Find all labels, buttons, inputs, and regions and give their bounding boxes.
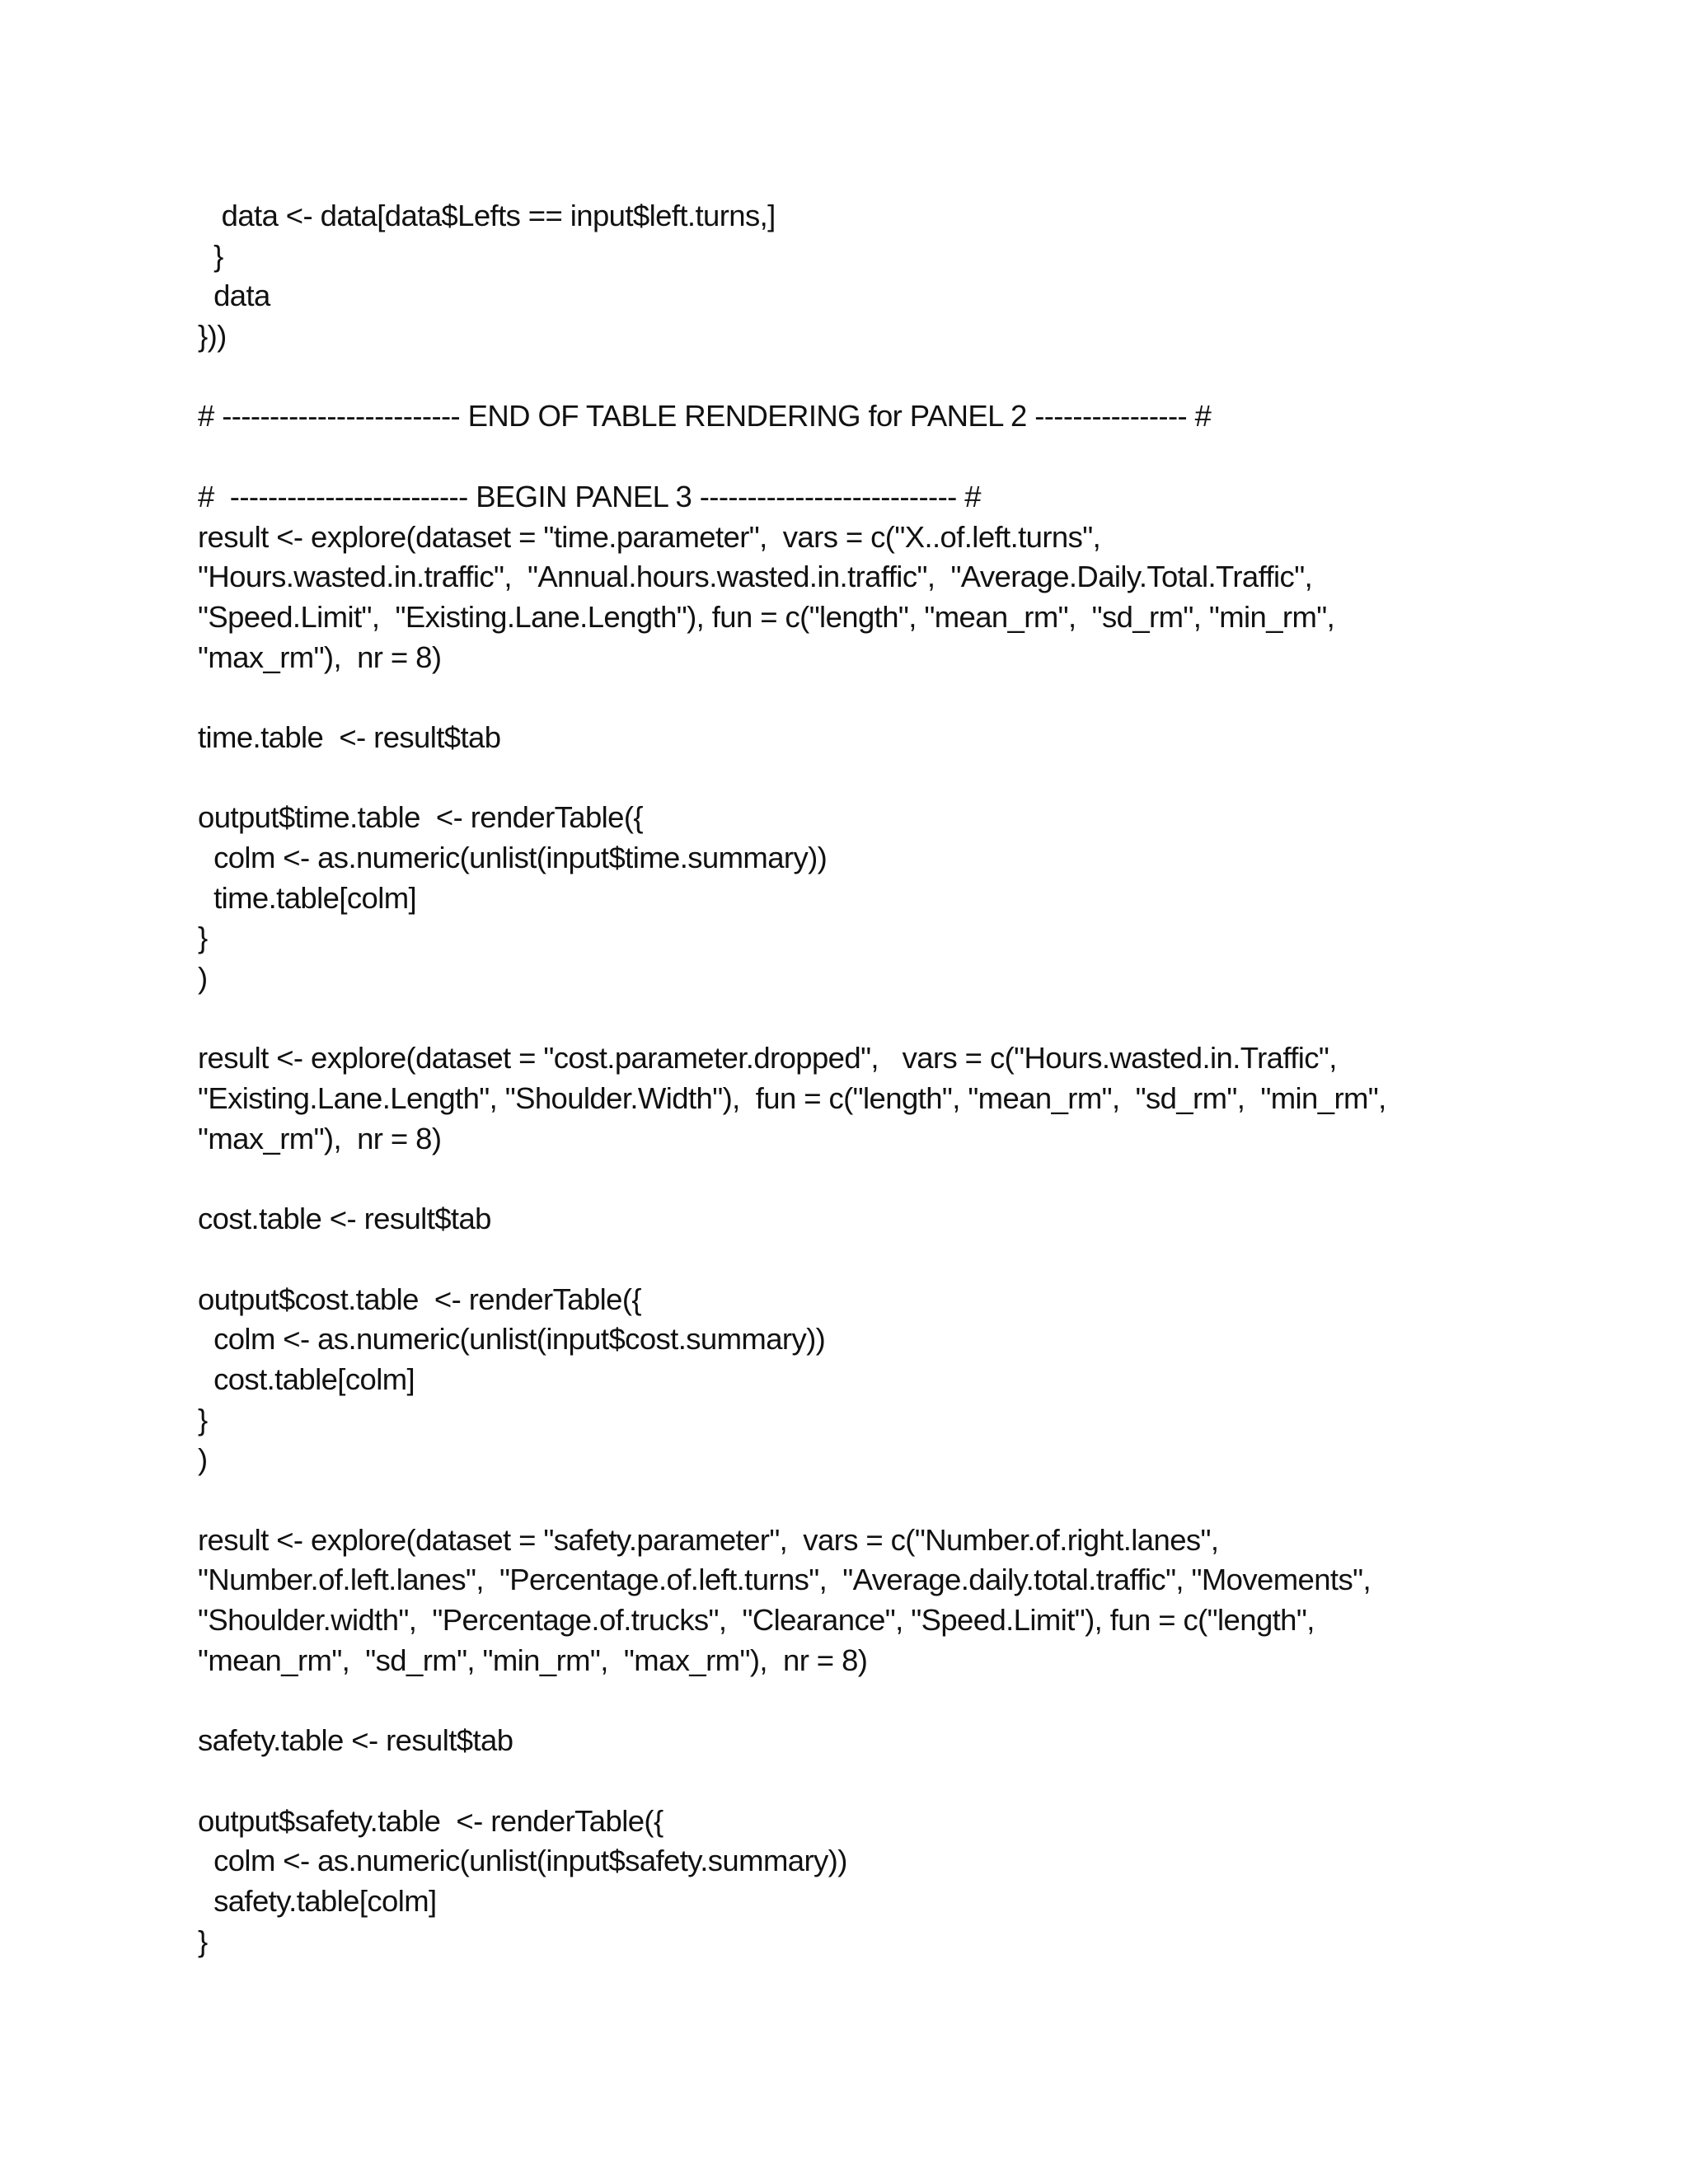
blank-line xyxy=(198,1480,1599,1521)
code-line: cost.table[colm] xyxy=(198,1361,415,1396)
code-line: time.table <- result$tab xyxy=(198,719,501,754)
code-line: colm <- as.numeric(unlist(input$safety.summary)) xyxy=(198,1844,847,1878)
blank-line xyxy=(198,1761,1599,1802)
code-line: output$time.table <- renderTable({ xyxy=(198,800,644,835)
blank-line xyxy=(198,677,1599,718)
code-line: cost.table <- result$tab xyxy=(198,1202,491,1236)
code-line: colm <- as.numeric(unlist(input$time.summary)) xyxy=(198,841,828,874)
code-line: } xyxy=(198,238,223,273)
code-line: data <- data[data$Lefts == input$left.turns,] xyxy=(198,199,776,232)
code-line: safety.table <- result$tab xyxy=(198,1723,513,1758)
code-line: "Shoulder.width", "Percentage.of.trucks", "Clearance", "Speed.Limit"), fun = c("length", xyxy=(198,1603,1315,1638)
blank-line xyxy=(198,1240,1599,1280)
blank-line xyxy=(198,357,1599,397)
blank-line xyxy=(198,437,1599,477)
code-listing xyxy=(198,196,1599,1961)
code-comment: # ------------------------- END OF TABLE RENDERING for PANEL 2 ---------------- # xyxy=(198,399,1212,434)
code-line: "max_rm"), nr = 8) xyxy=(198,1121,442,1155)
code-line: result <- explore(dataset = "time.parameter", vars = c("X..of.left.turns", xyxy=(198,519,1101,554)
code-line: ) xyxy=(198,961,208,996)
code-line: safety.table[colm] xyxy=(198,1883,437,1918)
code-line: "max_rm"), nr = 8) xyxy=(198,640,442,674)
code-line: })) xyxy=(198,319,227,354)
code-line: } xyxy=(198,1402,208,1436)
code-line: } xyxy=(198,921,208,955)
code-line: colm <- as.numeric(unlist(input$cost.summary)) xyxy=(198,1322,826,1357)
code-line: result <- explore(dataset = "safety.parameter", vars = c("Number.of.right.lanes", xyxy=(198,1522,1219,1557)
code-comment: # ------------------------- BEGIN PANEL 3 --------------------------- # xyxy=(198,479,981,513)
code-line: data xyxy=(198,279,270,313)
code-line: "Speed.Limit", "Existing.Lane.Length"), fun = c("length", "mean_rm", "sd_rm", "min_rm", xyxy=(198,599,1335,634)
code-line: output$safety.table <- renderTable({ xyxy=(198,1803,663,1838)
code-line: ) xyxy=(198,1442,208,1477)
code-line: time.table[colm] xyxy=(198,880,417,915)
code-line: output$cost.table <- renderTable({ xyxy=(198,1282,642,1316)
blank-line xyxy=(198,1680,1599,1721)
blank-line xyxy=(198,758,1599,799)
blank-line xyxy=(198,1160,1599,1200)
code-line: } xyxy=(198,1924,208,1958)
code-line: "Hours.wasted.in.traffic", "Annual.hours.wasted.in.traffic", "Average.Daily.Total.Traffic", xyxy=(198,560,1313,594)
code-line: "Number.of.left.lanes", "Percentage.of.left.turns", "Average.daily.total.traffic", "Movements", xyxy=(198,1563,1372,1597)
blank-line xyxy=(198,999,1599,1039)
code-line: result <- explore(dataset = "cost.parameter.dropped", vars = c("Hours.wasted.in.Traffic", xyxy=(198,1041,1337,1076)
code-line: "Existing.Lane.Length", "Shoulder.Width"), fun = c("length", "mean_rm", "sd_rm", "min_rm", xyxy=(198,1081,1386,1116)
code-line: "mean_rm", "sd_rm", "min_rm", "max_rm"), nr = 8) xyxy=(198,1643,868,1677)
